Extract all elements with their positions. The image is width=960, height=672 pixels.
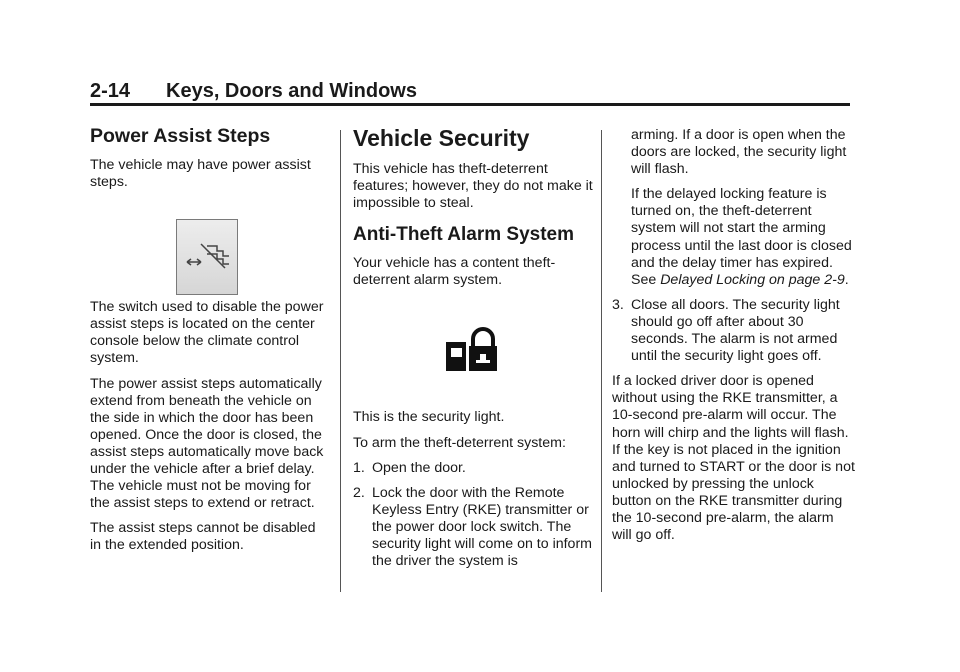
anti-theft-heading: Anti-Theft Alarm System: [353, 224, 574, 246]
delayed-locking-end: .: [844, 271, 849, 288]
page-number: 2-14: [90, 80, 131, 102]
list-item: [353, 485, 598, 570]
power-assist-intro: The vehicle may have power assist steps.: [90, 157, 311, 191]
header-rule: [90, 103, 850, 106]
column-3: [612, 127, 857, 552]
power-steps-switch-figure: [90, 199, 330, 299]
column-2: [353, 125, 598, 578]
power-steps-disable-icon: [176, 219, 238, 295]
vehicle-security-heading: Vehicle Security: [353, 125, 530, 151]
anti-theft-text: Your vehicle has a content theft-deterrent alarm system.: [353, 255, 556, 289]
column-1: [90, 125, 330, 563]
list-item: [353, 460, 598, 477]
step-number: 3.: [612, 296, 624, 313]
step-text: Close all doors. The security light should go off after about 30 seconds. The alarm is not armed until the security light goes off.: [631, 296, 840, 365]
vehicle-security-intro: This vehicle has theft-deterrent features; however, they do not make it impossible to steal.: [353, 161, 593, 212]
delayed-locking-note: [612, 186, 857, 289]
steps-operation-text: The power assist steps automatically extend from beneath the vehicle on the side in which the door has been opened. Once the door is closed, the assist steps automatically move back under the vehicle after a brief delay. The vehicle must not be moving for the assist steps to extend or retract.: [90, 375, 324, 512]
section-title: Keys, Doors and Windows: [166, 80, 417, 102]
steps-disable-note: The assist steps cannot be disabled in the extended position.: [90, 520, 316, 554]
car-lock-icon: [443, 327, 503, 377]
column-divider-1: [340, 130, 341, 592]
delayed-locking-text: If the delayed locking feature is turned on, the theft-deterrent system will not start the arming process until the last door is closed and the delay timer has expired. See: [631, 186, 852, 288]
arming-steps-list-cont: [612, 297, 857, 365]
list-item: [612, 297, 857, 365]
security-light-caption: This is the security light.: [353, 409, 505, 426]
step-text: Lock the door with the Remote Keyless Entry (RKE) transmitter or the power door lock switch. The security light will come on to inform the driver the system is: [372, 484, 592, 570]
arming-steps-list: [353, 460, 598, 571]
step-number: 1.: [353, 459, 365, 476]
arm-intro-text: To arm the theft-deterrent system:: [353, 434, 566, 451]
security-light-figure: [353, 297, 598, 409]
step-text: Open the door.: [372, 459, 466, 476]
switch-location-text: The switch used to disable the power assist steps is located on the center console below the climate control system.: [90, 299, 324, 367]
pre-alarm-text: If a locked driver door is opened without using the RKE transmitter, a 10-second pre-alarm will occur. The horn will chirp and the lights will flash. If the key is not placed in the ignition and turned to START or the door is not unlocked by pressing the unlock button on the RKE transmitter during the 10-second pre-alarm, the alarm will go off.: [612, 373, 855, 544]
delayed-locking-reference[interactable]: Delayed Locking on page 2-9: [660, 271, 845, 288]
step2-continuation: arming. If a door is open when the doors are locked, the security light will flash.: [631, 127, 847, 178]
column-divider-2: [601, 130, 602, 592]
step-number: 2.: [353, 484, 365, 501]
power-assist-steps-heading: Power Assist Steps: [90, 125, 271, 147]
page-header: [90, 80, 850, 104]
